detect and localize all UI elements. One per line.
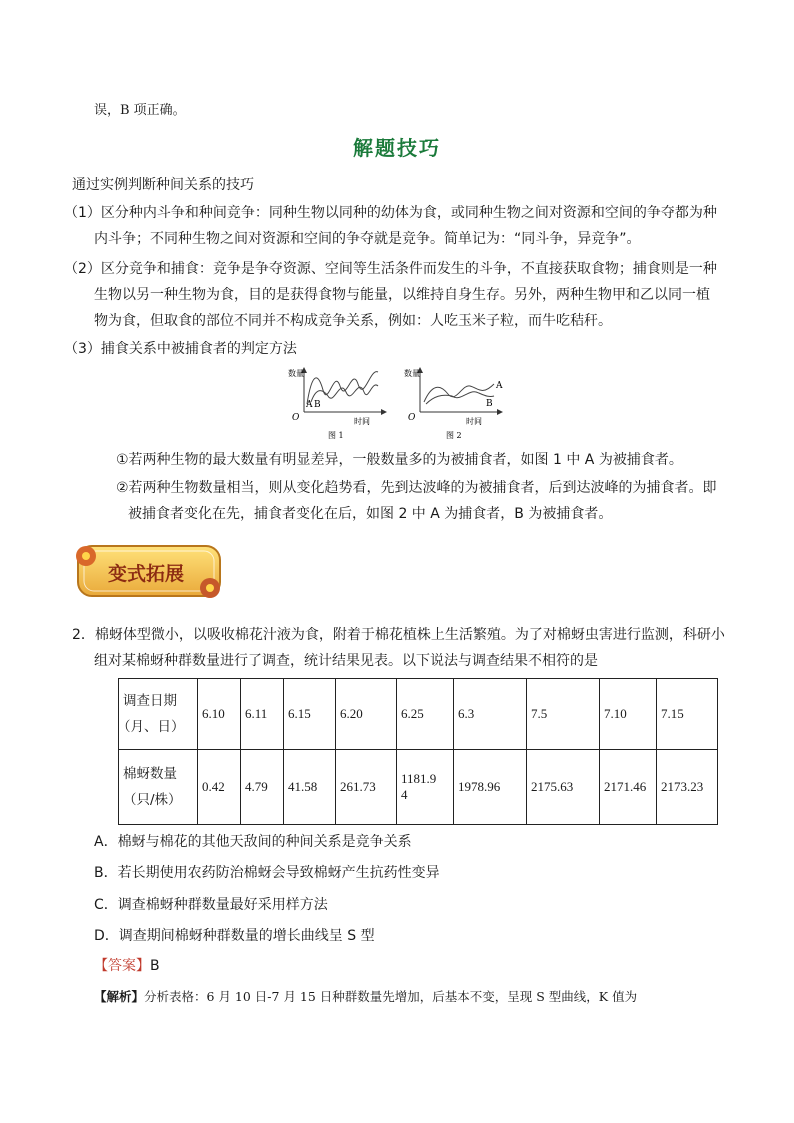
table-cell: 2171.46: [600, 750, 657, 825]
table-cell: 0.42: [198, 750, 241, 825]
method-note-1: ①若两种生物的最大数量有明显差异，一般数量多的为被捕食者，如图 1 中 A 为被捕食者。: [116, 452, 683, 468]
table-cell: 6.25: [397, 679, 454, 750]
banner-text: 变式拓展: [108, 563, 185, 585]
analysis-text: 分析表格：6 月 10 日-7 月 15 日种群数量先增加，后基本不变，呈现 S 型曲线，K 值为: [144, 989, 638, 1004]
question-line-1: 2．棉蚜体型微小，以吸收棉花汁液为食，附着于棉花植株上生活繁殖。为了对棉蚜虫害进行监测，科研小: [72, 627, 725, 643]
table-cell: 6.3: [454, 679, 527, 750]
fig1-curve-b: [311, 385, 378, 402]
method-note-2-line-2: 被捕食者变化在先，捕食者变化在后，如图 2 中 A 为捕食者，B 为被捕食者。: [128, 506, 613, 522]
fig2-x-label: 时间: [466, 417, 482, 426]
option-d: D．调查期间棉蚜种群数量的增长曲线呈 S 型: [94, 928, 375, 944]
fig1-caption: 图 1: [328, 431, 344, 440]
fig2-caption: 图 2: [446, 431, 462, 440]
tip-2-line-1: （2）区分竞争和捕食：竞争是争夺资源、空间等生活条件而发生的斗争，不直接获取食物；捕食则是一种: [64, 261, 717, 277]
table-cell: 6.20: [336, 679, 397, 750]
analysis-line: [94, 987, 637, 1007]
method-note-2-line-1: ②若两种生物数量相当，则从变化趋势看，先到达波峰的为被捕食者，后到达波峰的为捕食者。即: [116, 480, 717, 496]
continuation-text: 误，B 项正确。: [94, 103, 186, 118]
question-line-2: 组对某棉蚜种群数量进行了调查，统计结果见表。以下说法与调查结果不相符的是: [94, 653, 598, 669]
table-cell: 261.73: [336, 750, 397, 825]
aphid-survey-table: [118, 678, 718, 825]
fig2-label-b: B: [486, 399, 493, 409]
fig1-label-a: A: [306, 400, 313, 410]
table-cell: 4.79: [241, 750, 284, 825]
table-head-date: 调查日期 （月、日）: [119, 679, 198, 750]
fig2-curve-a: [424, 384, 494, 402]
table-cell: 7.15: [657, 679, 718, 750]
figure-1: [282, 362, 392, 450]
fig1-y-label: 数量: [288, 369, 304, 378]
variant-extension-banner: [72, 538, 224, 604]
fig2-y-label: 数量: [404, 369, 420, 378]
table-cell: 1181.9 4: [397, 750, 454, 825]
table-cell: 6.15: [284, 679, 336, 750]
table-cell: 2175.63: [527, 750, 600, 825]
table-cell: 2173.23: [657, 750, 718, 825]
answer-line: [94, 956, 160, 976]
tip-2-line-3: 物为食，但取食的部位不同并不构成竞争关系，例如：人吃玉米子粒，而牛吃秸秆。: [94, 313, 612, 329]
figure-2: [402, 362, 512, 450]
fig2-curve-b: [426, 392, 494, 404]
tip-2-line-2: 生物以另一种生物为食，目的是获得食物与能量，以维持自身生存。另外，两种生物甲和乙以同一植: [94, 287, 710, 303]
table-cell: 7.5: [527, 679, 600, 750]
tips-title: 解题技巧: [353, 136, 441, 160]
option-c: C．调查棉蚜种群数量最好采用样方法: [94, 897, 328, 913]
table-cell: 41.58: [284, 750, 336, 825]
fig1-x-label: 时间: [354, 417, 370, 426]
table-cell: 6.11: [241, 679, 284, 750]
fig1-origin: O: [292, 413, 300, 423]
tip-1-line-1: （1）区分种内斗争和种间竞争：同种生物以同种的幼体为食，或同种生物之间对资源和空间的争夺都为种: [64, 205, 717, 221]
answer-tag: 【答案】: [94, 958, 150, 974]
table-cell: 7.10: [600, 679, 657, 750]
fig2-origin: O: [408, 413, 416, 423]
option-a: A．棉蚜与棉花的其他天敌间的种间关系是竞争关系: [94, 834, 412, 850]
tips-intro: 通过实例判断种间关系的技巧: [72, 177, 254, 193]
fig2-label-a: A: [496, 381, 503, 391]
table-row-counts: [119, 750, 718, 825]
analysis-tag: 【解析】: [94, 989, 145, 1004]
table-row-dates: [119, 679, 718, 750]
table-head-count: 棉蚜数量 （只/株）: [119, 750, 198, 825]
table-cell: 1978.96: [454, 750, 527, 825]
option-b: B．若长期使用农药防治棉蚜会导致棉蚜产生抗药性变异: [94, 865, 440, 881]
fig1-label-b: B: [314, 400, 321, 410]
table-cell: 6.10: [198, 679, 241, 750]
tip-1-line-2: 内斗争；不同种生物之间对资源和空间的争夺就是竞争。简单记为：“同斗争，异竞争”。: [94, 231, 641, 247]
answer-value: B: [150, 958, 160, 974]
tip-3-line: （3）捕食关系中被捕食者的判定方法: [64, 341, 297, 357]
